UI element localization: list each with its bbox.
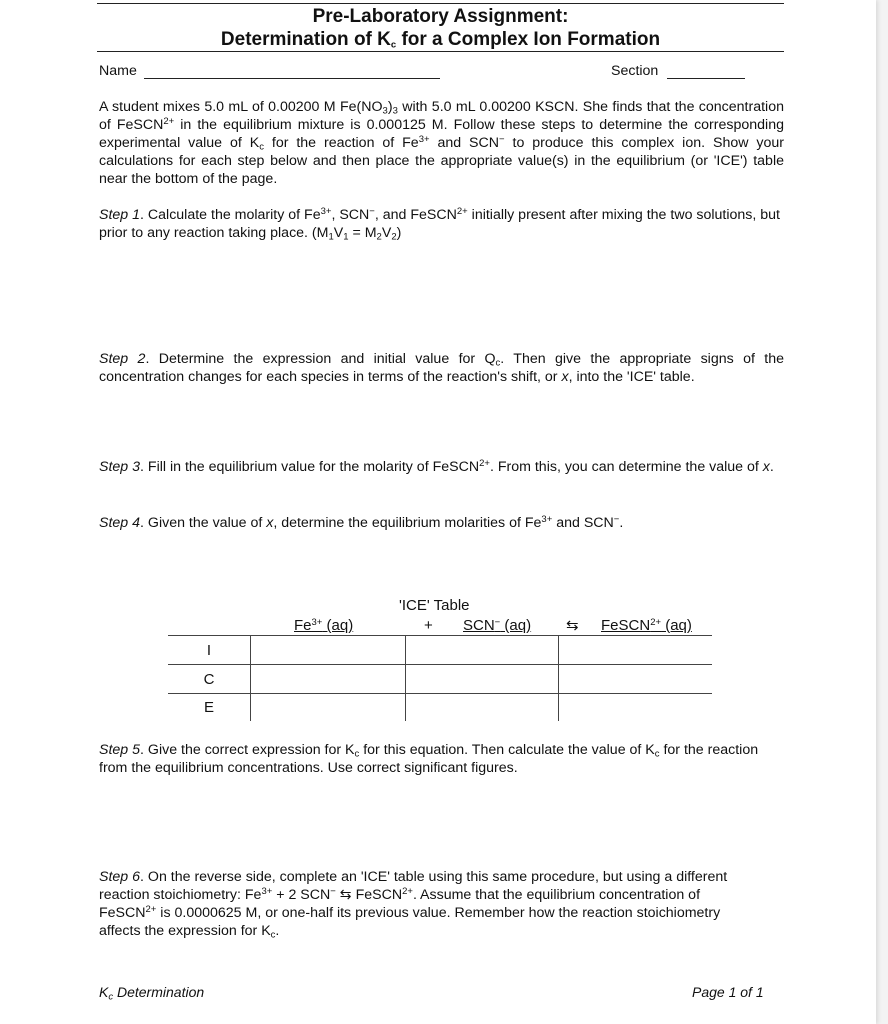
charge-sup: 2+ — [650, 616, 662, 628]
step-text: . — [275, 923, 280, 939]
state-text: (aq) — [500, 617, 532, 634]
step-text: . Fill in the equilibrium value for the molarity of FeSCN — [140, 459, 480, 475]
charge-sup: − — [494, 616, 501, 628]
name-blank-line[interactable] — [144, 78, 440, 79]
species-fe: Fe — [294, 617, 312, 634]
step-text: is 0.0000625 M, or one-half its previous value. Remember how the reaction stoichiometry affects the expression for K — [99, 905, 721, 939]
step-text: , and FeSCN — [374, 207, 457, 223]
title-rule — [97, 51, 784, 52]
ice-row-initial: I — [206, 642, 212, 659]
step-sup: 3+ — [261, 885, 273, 897]
step-4 — [99, 514, 784, 532]
step-sub: 2 — [376, 231, 382, 243]
step-text: . Given the value of — [140, 515, 267, 531]
variable-x: x — [266, 515, 274, 531]
name-label: Name — [99, 63, 137, 79]
step-text: , SCN — [331, 207, 370, 223]
intro-text: and SCN — [429, 135, 500, 151]
step-label: Step 1 — [99, 207, 141, 223]
title-line-1 — [97, 5, 784, 28]
step-sup: − — [330, 885, 336, 897]
step-sup: − — [369, 205, 375, 217]
intro-text: in the equilibrium mixture is 0.000125 M. Follow these steps to determine the corresponding experimental value of K — [99, 117, 784, 151]
step-text: . On the reverse side, complete an 'ICE' table using this same procedure, but using a different reaction stoichiometry: Fe — [99, 869, 728, 903]
footer-sub: c — [108, 991, 114, 1003]
step-text: + 2 SCN — [272, 887, 331, 903]
step-text: for this equation. Then calculate the value of K — [359, 742, 655, 758]
step-text: . — [769, 459, 774, 475]
ice-header-scn — [463, 617, 531, 634]
step-label: Step 2 — [99, 351, 146, 367]
title-text-b: for a Complex Ion Formation — [396, 29, 661, 50]
step-sup: − — [613, 513, 620, 525]
step-text: . — [619, 515, 624, 531]
step-sup: 2+ — [145, 903, 157, 915]
step-text: . Give the correct expression for K — [140, 742, 355, 758]
step-5 — [99, 741, 784, 777]
step-label: Step 4 — [99, 515, 141, 531]
step-sub: 1 — [343, 231, 349, 243]
step-sup: 2+ — [402, 885, 413, 897]
intro-paragraph — [99, 98, 784, 188]
step-label: Step 5 — [99, 742, 141, 758]
intro-text: to produce this complex ion. Show your calculations for each step below and then place the appropriate value(s) in the equilibrium (or 'ICE') table near the bottom of the page. — [99, 135, 784, 187]
ice-col-line — [405, 635, 406, 721]
intro-sup: − — [499, 133, 505, 145]
ice-row-change: C — [203, 671, 215, 688]
title-line-2 — [97, 28, 784, 51]
intro-text: for the reaction of Fe — [263, 135, 419, 151]
step-text: = M — [348, 225, 377, 241]
ice-table-title: 'ICE' Table — [399, 597, 470, 614]
step-text: initially present after mixing the two solutions, but prior to any reaction taking place. (M — [99, 207, 780, 241]
footer-text: K — [99, 984, 109, 1000]
section-label: Section — [611, 63, 659, 79]
step-2 — [99, 350, 784, 386]
step-text: V — [333, 225, 344, 241]
step-text: . From this, you can determine the value of — [489, 459, 763, 475]
intro-text: with 5.0 mL 0.00200 KSCN. She finds that the concentration of FeSCN — [99, 99, 784, 133]
step-sub: c — [270, 929, 276, 941]
intro-sub: 3 — [382, 105, 388, 117]
step-1 — [99, 206, 784, 242]
variable-x: x — [762, 459, 770, 475]
title-text: Pre-Laboratory Assignment: — [312, 6, 569, 27]
intro-sub: 3 — [392, 105, 398, 117]
variable-x: x — [561, 369, 569, 385]
step-sub: 1 — [328, 231, 334, 243]
step-text: . Assume that the equilibrium concentration of FeSCN — [99, 887, 701, 921]
intro-sup: 3+ — [418, 133, 430, 145]
ice-col-line — [250, 635, 251, 721]
state-text: (aq) — [661, 617, 692, 634]
intro-sup: 2+ — [163, 115, 175, 127]
step-text: . Then give the appropriate signs of the concentration changes for each species in terms of the reaction's shift, or — [99, 351, 784, 385]
equilibrium-arrow-icon: ⇆ — [566, 617, 579, 634]
intro-text: ) — [387, 99, 393, 115]
intro-text: A student mixes 5.0 mL of 0.00200 M Fe(NO — [99, 99, 383, 115]
ice-row-equilibrium: E — [203, 699, 214, 716]
step-text: . Calculate the molarity of Fe — [140, 207, 321, 223]
top-rule — [97, 3, 784, 4]
intro-sub: c — [259, 141, 264, 153]
step-text: . Determine the expression and initial value for Q — [145, 351, 496, 367]
step-text: , into the 'ICE' table. — [568, 369, 695, 385]
title-text-a: Determination of K — [220, 29, 391, 50]
step-text: V — [381, 225, 392, 241]
section-blank-line[interactable] — [667, 78, 745, 79]
step-sub: c — [495, 357, 501, 369]
step-text: ) — [396, 225, 402, 241]
step-label: Step 3 — [99, 459, 141, 475]
step-label: Step 6 — [99, 869, 141, 885]
title-sub: c — [390, 39, 397, 51]
species-scn: SCN — [463, 617, 495, 634]
step-3 — [99, 458, 784, 476]
step-text: , determine the equilibrium molarities of Fe — [273, 515, 542, 531]
step-6 — [99, 868, 759, 940]
step-sup: 3+ — [541, 513, 553, 525]
state-text: (aq) — [322, 617, 354, 634]
charge-sup: 3+ — [311, 616, 323, 628]
ice-col-line — [558, 635, 559, 721]
footer-left — [99, 984, 205, 1003]
step-text: FeSCN — [355, 887, 403, 903]
step-sub: c — [354, 748, 360, 760]
ice-header-fe — [294, 617, 353, 634]
ice-header-product — [601, 617, 692, 634]
species-fescn: FeSCN — [601, 617, 651, 634]
step-text: for the reaction from the equilibrium concentrations. Use correct significant figures. — [99, 742, 759, 776]
equilibrium-arrow-icon: ⇆ — [335, 887, 356, 903]
step-sup: 3+ — [320, 205, 332, 217]
step-sub: 2 — [391, 231, 397, 243]
footer-text: Determination — [113, 984, 205, 1000]
ice-plus-sign: + — [424, 617, 433, 634]
page-number: Page 1 of 1 — [692, 984, 764, 1000]
step-text: and SCN — [552, 515, 614, 531]
step-sup: 2+ — [456, 205, 468, 217]
step-sub: c — [654, 748, 660, 760]
step-sup: 2+ — [479, 457, 490, 469]
